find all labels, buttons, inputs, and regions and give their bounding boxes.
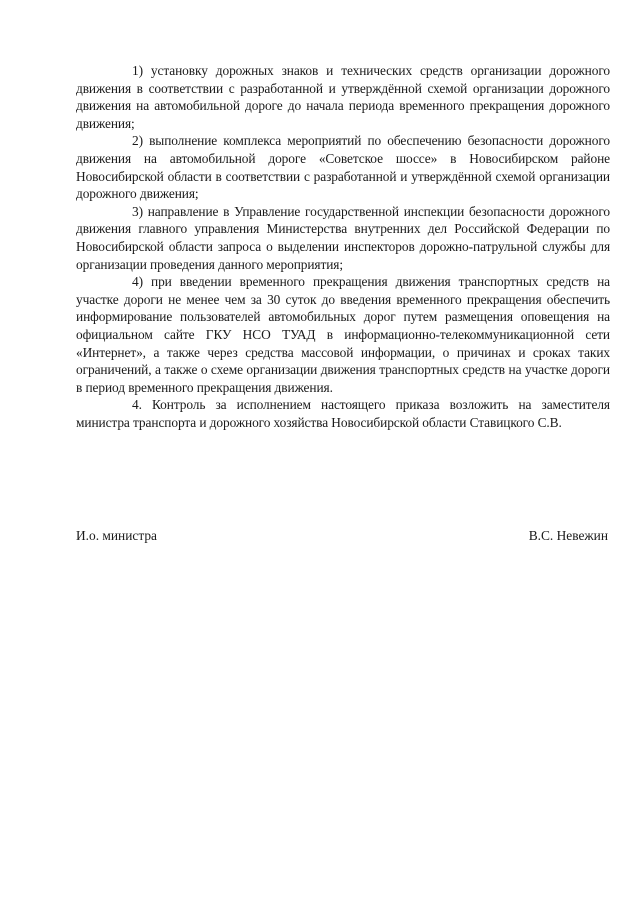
- document-body: [76, 62, 610, 431]
- paragraph-item-2: 2) выполнение комплекса мероприятий по обеспечению безопасности дорожного движения на автомобильной дороге «Советское шоссе» в Новосибирском районе Новосибирской области в соответствии с разработанной и утверждённой схемой организации дорожного движения;: [76, 133, 610, 202]
- paragraph-item-1: 1) установку дорожных знаков и технических средств организации дорожного движения в соответствии с разработанной и утверждённой схемой организации дорожного движения на автомобильной дороге до начала периода временного прекращения дорожного движения;: [76, 63, 610, 131]
- paragraph-item-4: 4) при введении временного прекращения движения транспортных средств на участке дороги не менее чем за 30 суток до введения временного прекращения обеспечить информирование пользователей автомобильных дорог путем размещения оповещения на официальном сайте ГКУ НСО ТУАД в информационно-телекоммуникационной сети «Интернет», а также через средства массовой информации, о причинах и сроках таких ограничений, а также о схеме организации движения транспортных средств на участке дороги в период временного прекращения движения.: [76, 274, 610, 395]
- paragraph-control: 4. Контроль за исполнением настоящего приказа возложить на заместителя министра транспорта и дорожного хозяйства Новосибирской области Ставицкого С.В.: [76, 397, 610, 430]
- signature-name: В.С. Невежин: [528, 528, 608, 543]
- paragraph-item-3: 3) направление в Управление государственной инспекции безопасности дорожного движения главного управления Министерства внутренних дел Российской Федерации по Новосибирской области запроса о выделении инспекторов дорожно-патрульной службы для организации проведения данного мероприятия;: [76, 203, 610, 272]
- signature-position: И.о. министра: [76, 528, 157, 543]
